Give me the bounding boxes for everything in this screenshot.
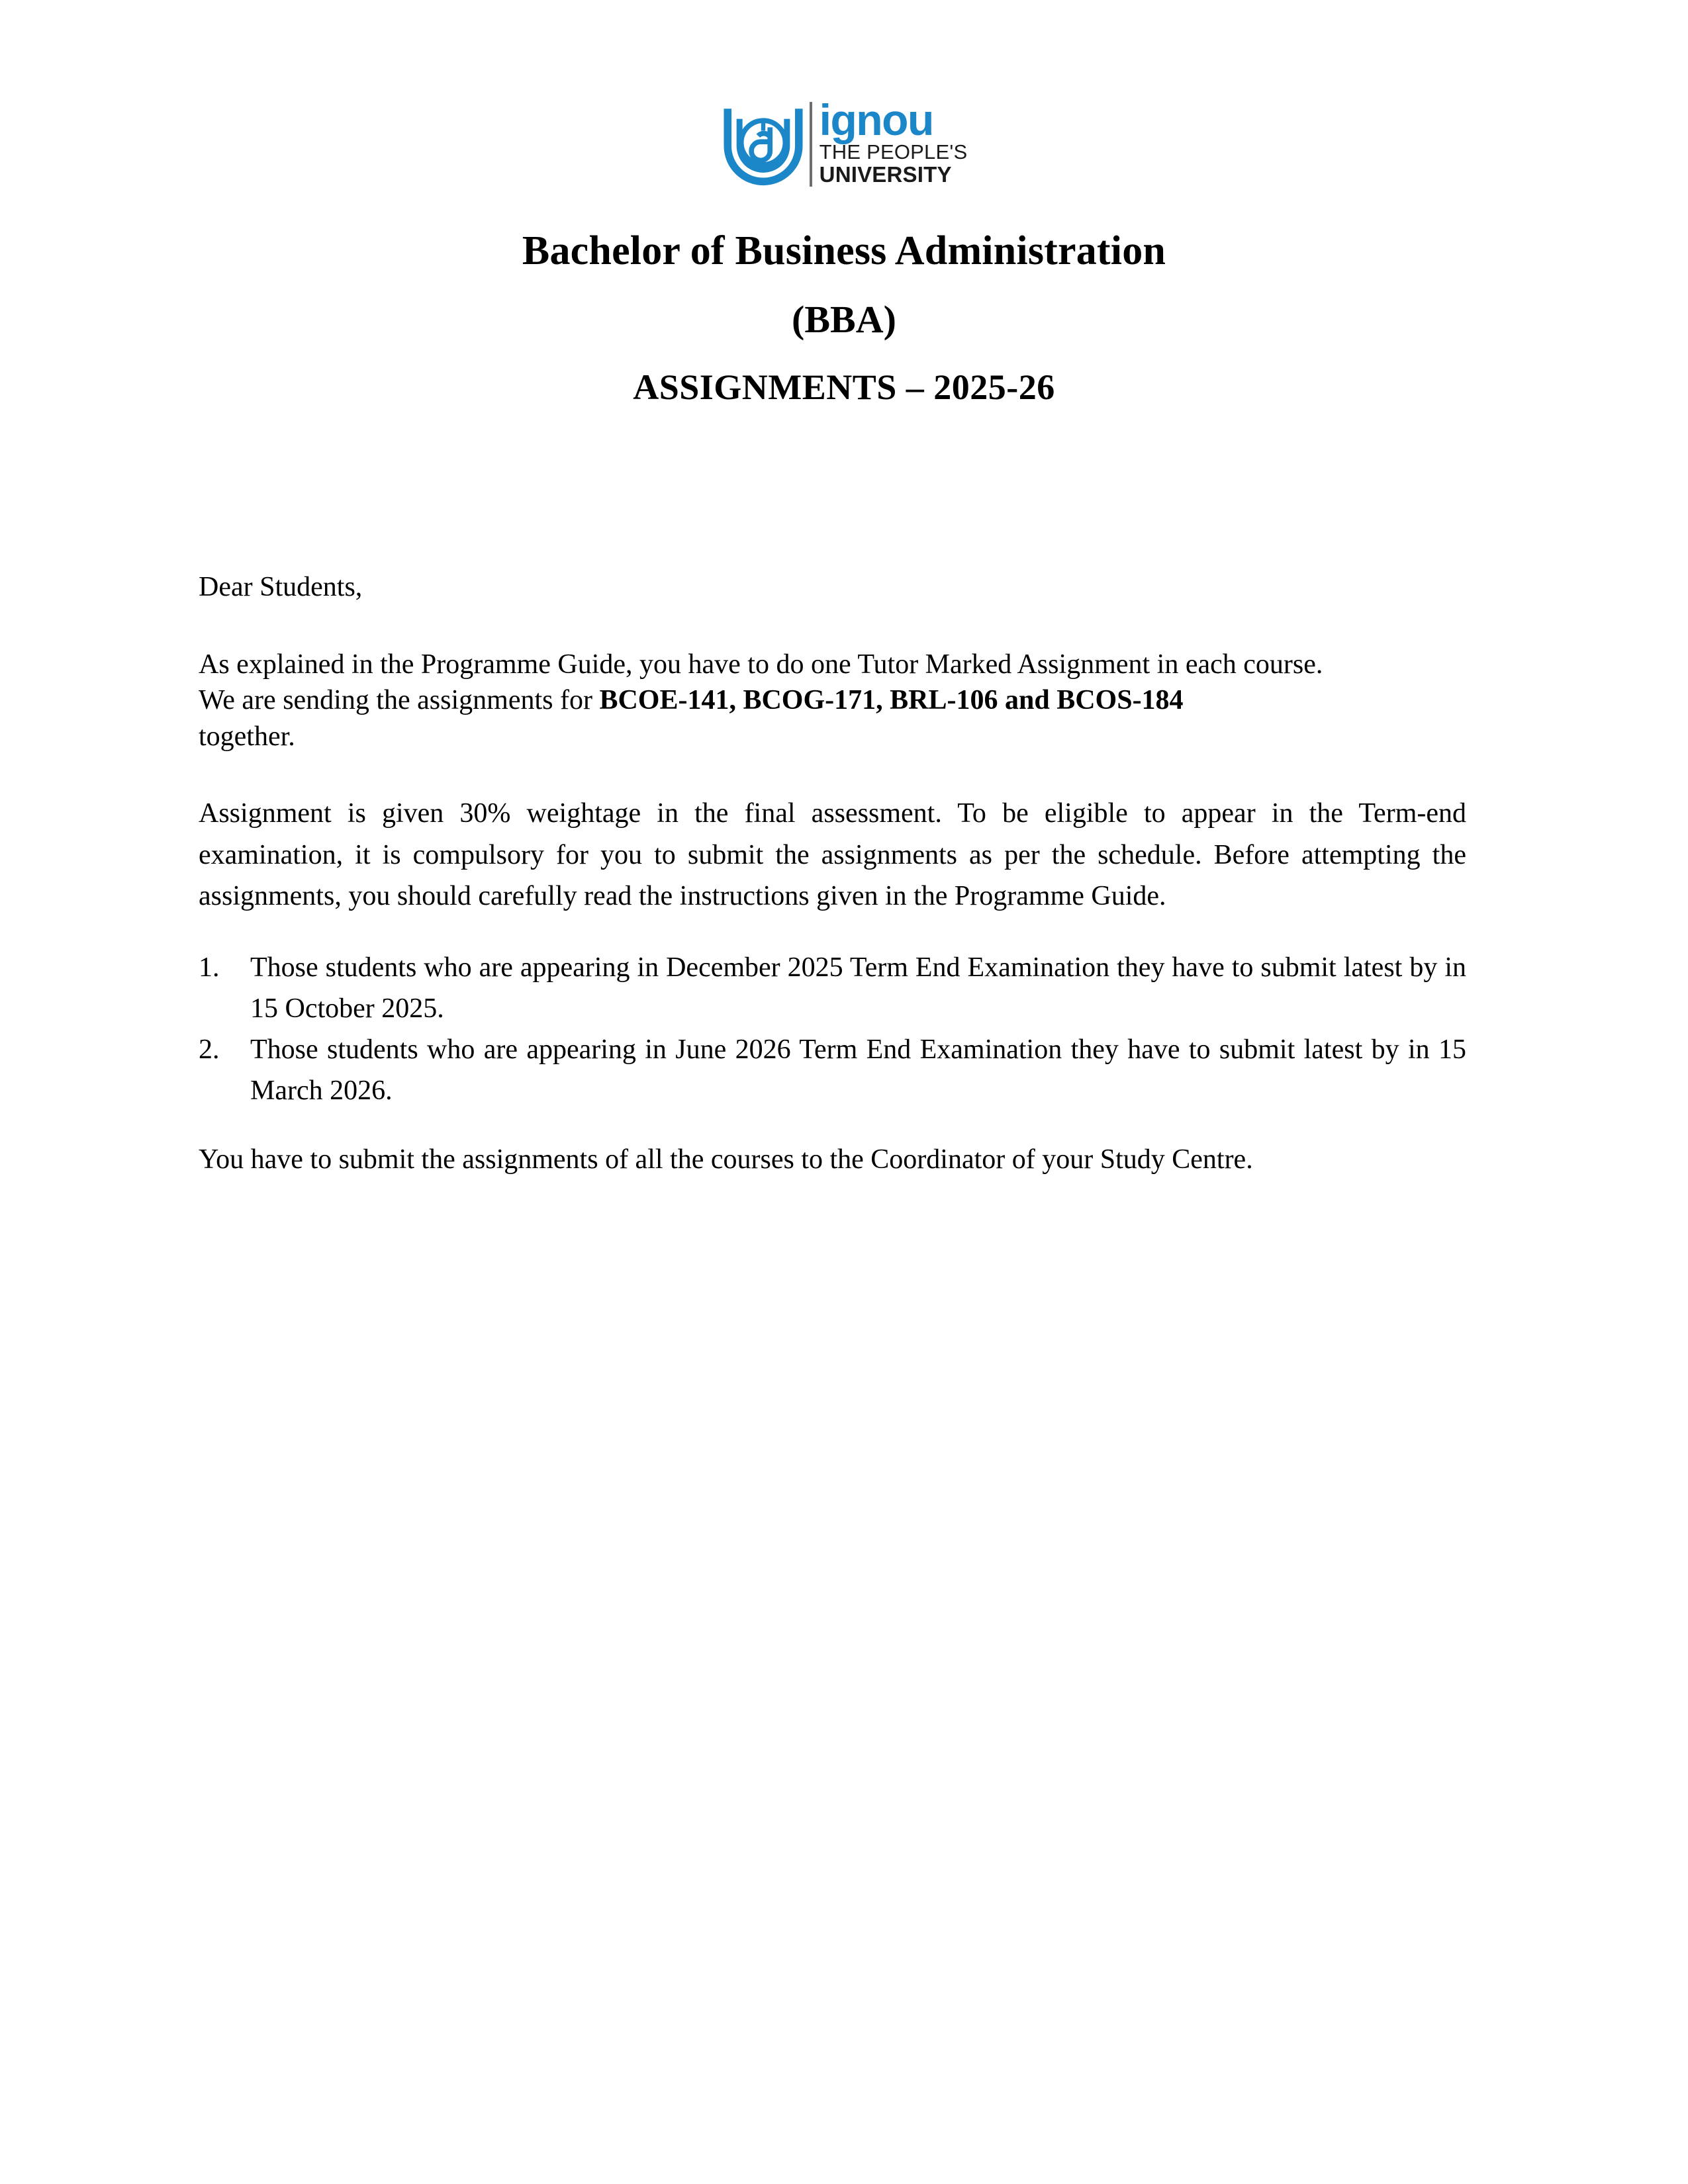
courses-intro-paragraph <box>199 647 1466 755</box>
programme-title: Bachelor of Business Administration <box>522 228 1166 273</box>
programme-code: (BBA) <box>792 298 896 341</box>
ignou-emblem-icon <box>721 102 806 187</box>
list-item: Those students who are appearing in June 2026 Term End Examination they have to submit latest by in 15 March 2026. <box>250 1034 1466 1107</box>
submission-schedule-list <box>199 947 1466 1112</box>
document-body <box>199 569 1466 1178</box>
ignou-logo <box>721 95 968 189</box>
weightage-paragraph: Assignment is given 30% weightage in the final assessment. To be eligible to appear in the Term-end examination, it is compulsory for you to submit the assignments as per the schedule. Before attempting the assignments, you should carefully read the instructions given in the Programme Guide. <box>199 798 1466 911</box>
logo-wordmark-text: ignou <box>819 95 933 145</box>
logo-tagline-line-2: UNIVERSITY <box>819 161 952 187</box>
logo-divider <box>810 102 812 187</box>
closing-paragraph: You have to submit the assignments of all the courses to the Coordinator of your Study Centre. <box>199 1144 1253 1175</box>
assignments-session-heading: ASSIGNMENTS – 2025-26 <box>633 367 1055 407</box>
sending-prefix: We are sending the assignments for <box>199 685 600 716</box>
sending-suffix-together: together. <box>199 721 295 752</box>
intro-sentence: As explained in the Programme Guide, you have to do one Tutor Marked Assignment in each course. <box>199 649 1323 680</box>
salutation: Dear Students, <box>199 572 363 602</box>
logo-tagline-line-1: THE PEOPLE'S <box>819 140 968 163</box>
list-item: Those students who are appearing in December 2025 Term End Examination they have to submit latest by in 15 October 2025. <box>250 952 1466 1024</box>
ignou-logo-header <box>0 95 1688 189</box>
course-codes: BCOE-141, BCOG-171, BRL-106 and BCOS-184 <box>599 685 1184 716</box>
document-headings <box>199 230 1489 405</box>
logo-wordmark <box>819 95 968 187</box>
